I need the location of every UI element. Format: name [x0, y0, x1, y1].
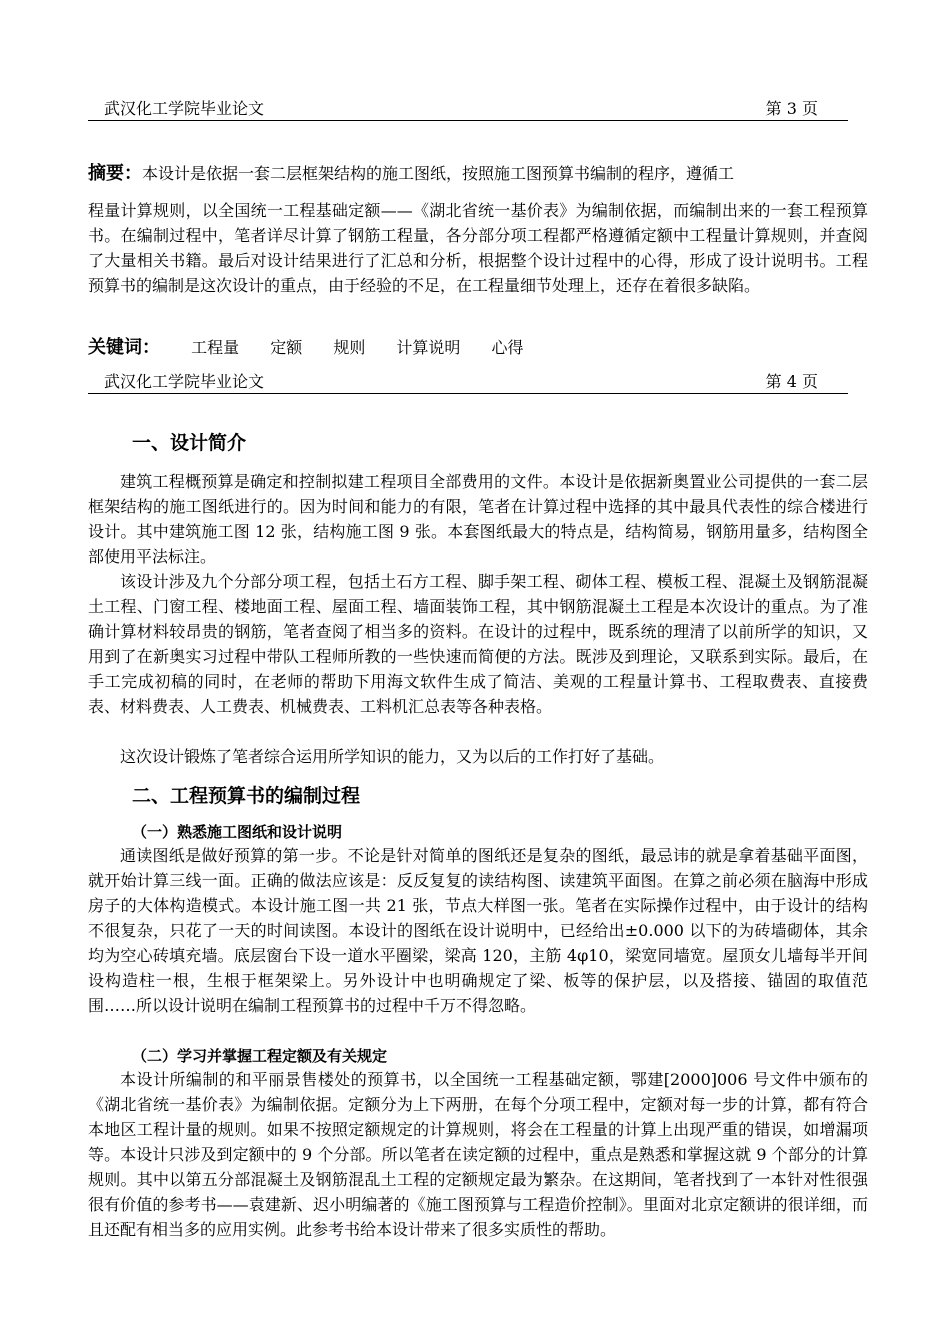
abstract-first-line: [88, 161, 868, 187]
abstract-label: 摘要：: [88, 163, 142, 184]
page3-header: [88, 96, 848, 121]
subsection-title: （二）学习并掌握工程定额及有关规定: [132, 1047, 388, 1065]
abstract-text-first: 本设计是依据一套二层框架结构的施工图纸，按照施工图预算书编制的程序，遵循工: [142, 164, 735, 183]
header-title: 武汉化工学院毕业论文: [104, 99, 265, 118]
section1-paragraph-2: 该设计涉及九个分部分项工程，包括土石方工程、脚手架工程、砌体工程、模板工程、混凝土及钢筋混凝土工程、门窗工程、楼地面工程、屋面工程、墙面装饰工程，其中钢筋混凝土工程是本次设计的重点。为了准确计算材料较昂贵的钢筋，笔者查阅了相当多的资料。在设计的过程中，既系统的理清了以前所学的知识，又用到了在新奥实习过程中带队工程师所教的一些快速而简便的方法。既涉及到理论，又联系到实际。最后，在手工完成初稿的同时，在老师的帮助下用海文软件生成了简洁、美观的工程量计算书、工程取费表、直接费表、材料费表、人工费表、机械费表、工料机汇总表等各种表格。: [88, 572, 868, 716]
page-number: 第 3 页: [765, 99, 818, 118]
keywords: [88, 333, 524, 359]
subsection1-paragraph: 通读图纸是做好预算的第一步。不论是针对简单的图纸还是复杂的图纸，最忌讳的就是拿着基础平面图，就开始计算三线一面。正确的做法应该是：反反复复的读结构图、读建筑平面图。在算之前必须在脑海中形成房子的大体构造模式。本设计施工图一共 21 张，节点大样图一张。笔者在实际操作过程中，由于设计的结构不很复杂，只花了一天的时间读图。本设计的图纸在设计说明中，已经给出±0.000 以下的为砖墙砌体，其余均为空心砖填充墙。底层窗台下设一道水平圈梁，梁高 120，主筋 4φ10，梁宽同墙宽。屋顶女儿墙每半开间设构造柱一根，生根于框架梁上。另外设计中也明确规定了梁、板等的保护层，以及搭接、锚固的取值范围……所以设计说明在编制工程预算书的过程中千万不得忽略。: [88, 846, 868, 1015]
keyword-item: 工程量: [191, 338, 240, 357]
section-title: 一、设计简介: [132, 432, 247, 454]
keyword-item: 计算说明: [396, 338, 461, 357]
subsection-title: （一）熟悉施工图纸和设计说明: [132, 823, 343, 841]
page-number: 第 4 页: [765, 372, 818, 391]
abstract-body: 程量计算规则，以全国统一工程基础定额——《湖北省统一基价表》为编制依据，而编制出来的一套工程预算书。在编制过程中，笔者详尽计算了钢筋工程量，各分部分项工程都严格遵循定额中工程量计算规则，并查阅了大量相关书籍。最后对设计结果进行了汇总和分析，根据整个设计过程中的心得，形成了设计说明书。工程预算书的编制是这次设计的重点，由于经验的不足，在工程量细节处理上，还存在着很多缺陷。: [88, 201, 868, 295]
subsection2-paragraph: 本设计所编制的和平丽景售楼处的预算书，以全国统一工程基础定额，鄂建[2000]006 号文件中颁布的《湖北省统一基价表》为编制依据。定额分为上下两册，在每个分项工程中，定额对每一步的计算，都有符合本地区工程计量的规则。如果不按照定额规定的计算规则，将会在工程量的计算上出现严重的错误，如增漏项等。本设计只涉及到定额中的 9 个分部。所以笔者在读定额的过程中，重点是熟悉和掌握这就 9 个部分的计算规则。其中以第五分部混凝土及钢筋混乱土工程的定额规定最为繁杂。在这期间，笔者找到了一本针对性很强很有价值的参考书——袁建新、迟小明编著的《施工图预算与工程造价控制》。里面对北京定额讲的很详细，而且还配有相当多的应用实例。此参考书给本设计带来了很多实质性的帮助。: [88, 1070, 868, 1239]
keywords-label: 关键词：: [88, 337, 160, 358]
section-title: 二、工程预算书的编制过程: [132, 785, 361, 807]
keyword-item: 心得: [491, 338, 524, 357]
page4-header: [88, 369, 848, 394]
section1-paragraph-3: 这次设计锻炼了笔者综合运用所学知识的能力，又为以后的工作打好了基础。: [120, 747, 665, 766]
keyword-item: 规则: [333, 338, 366, 357]
header-title: 武汉化工学院毕业论文: [104, 372, 265, 391]
section1-paragraph-1: 建筑工程概预算是确定和控制拟建工程项目全部费用的文件。本设计是依据新奥置业公司提供的一套二层框架结构的施工图纸进行的。因为时间和能力的有限，笔者在计算过程中选择的其中最具代表性的综合楼进行设计。其中建筑施工图 12 张，结构施工图 9 张。本套图纸最大的特点是，结构简易，钢筋用量多，结构图全部使用平法标注。: [88, 472, 868, 566]
keyword-item: 定额: [270, 338, 303, 357]
